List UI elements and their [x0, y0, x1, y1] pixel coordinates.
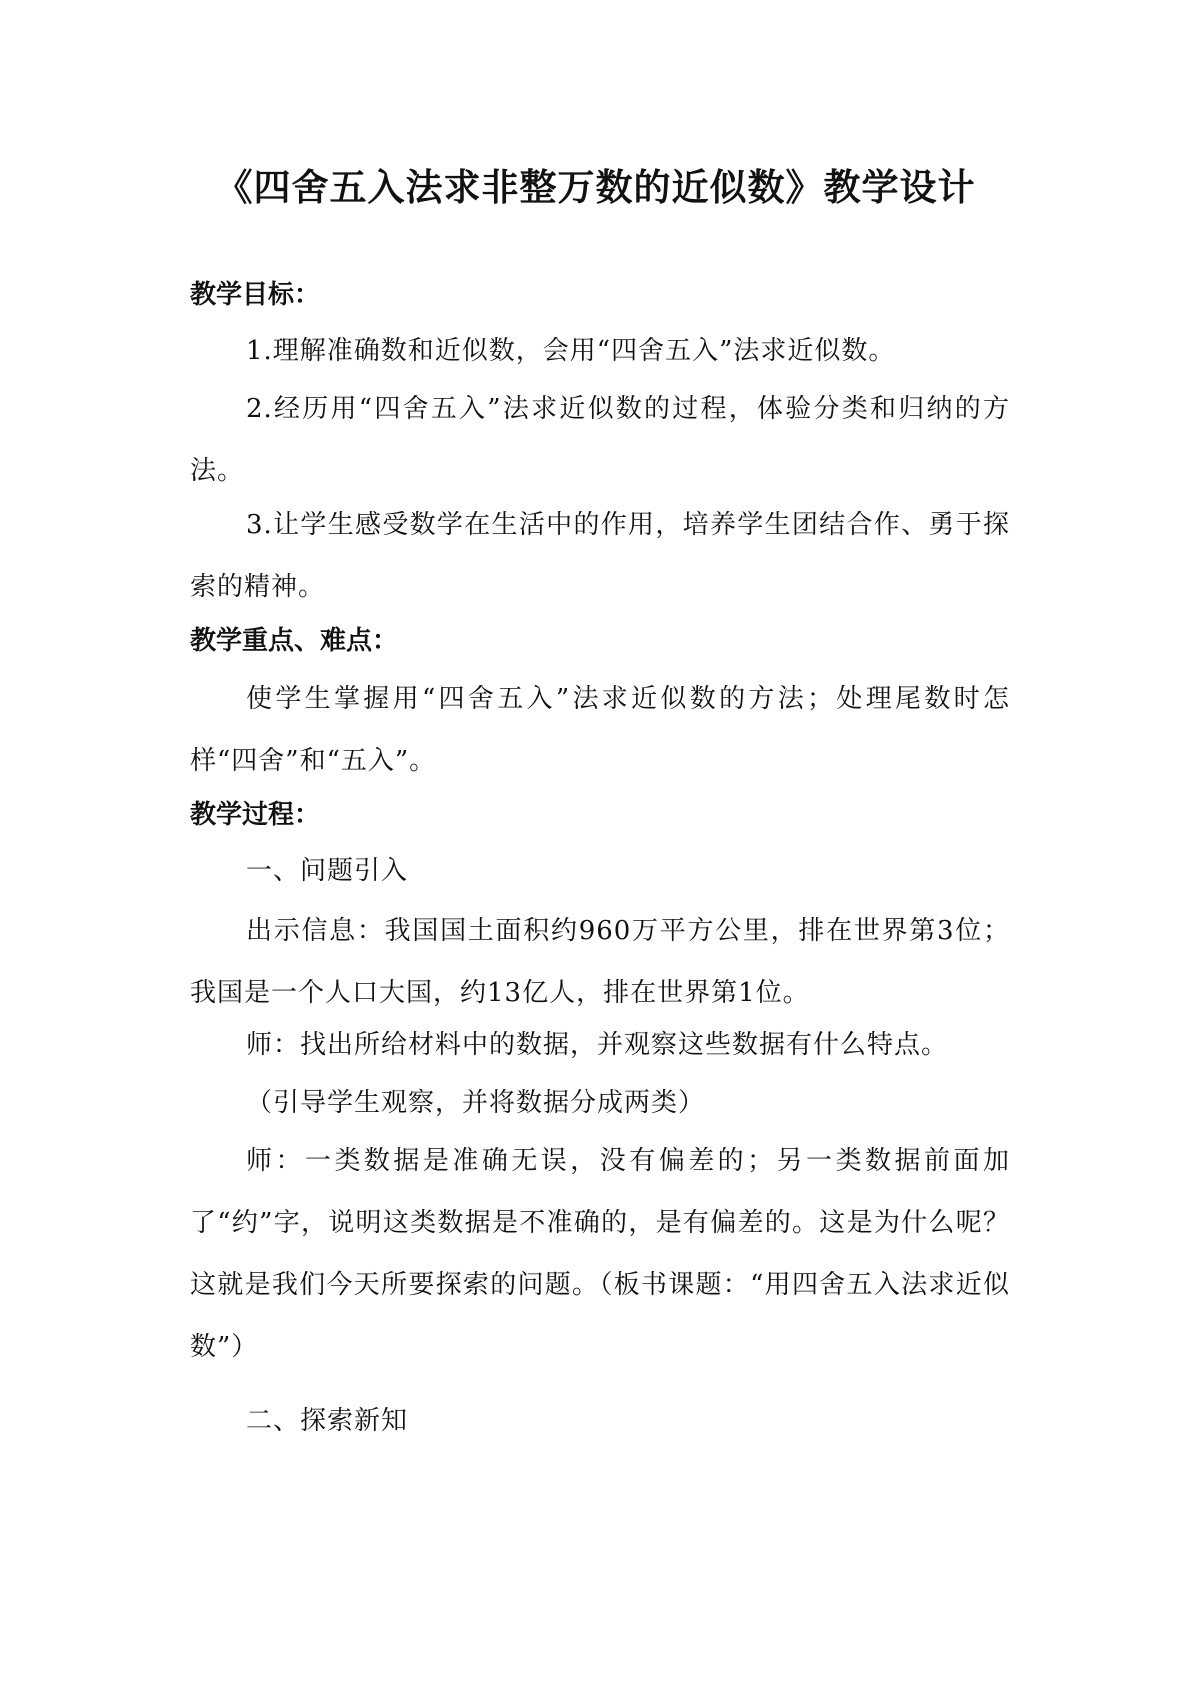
section-2-heading: 二、探索新知 — [246, 1406, 409, 1436]
objectives-heading: 教学目标： — [190, 280, 321, 310]
key-points-text: 使学生掌握用“四舍五入”法求近似数的方法；处理尾数时怎样“四舍”和“五入”。 — [190, 684, 1010, 776]
key-points-heading: 教学重点、难点： — [190, 626, 399, 656]
teacher-question-1: 师：找出所给材料中的数据，并观察这些数据有什么特点。 — [246, 1030, 949, 1060]
objective-item-1: 1.理解准确数和近似数，会用“四舍五入”法求近似数。 — [246, 336, 896, 366]
guide-note: （引导学生观察，并将数据分成两类） — [246, 1088, 706, 1118]
teacher-explanation: 师：一类数据是准确无误，没有偏差的；另一类数据前面加了“约”字，说明这类数据是不准确的，是有偏差的。这是为什么呢？这就是我们今天所要探索的问题。（板书课题：“用四舍五入法求近似数”） — [190, 1146, 1010, 1362]
process-heading: 教学过程： — [190, 800, 321, 830]
document-title: 《四舍五入法求非整万数的近似数》教学设计 — [215, 165, 976, 209]
objective-item-3: 3.让学生感受数学在生活中的作用，培养学生团结合作、勇于探索的精神。 — [190, 510, 1010, 602]
objective-item-2: 2.经历用“四舍五入”法求近似数的过程，体验分类和归纳的方法。 — [190, 394, 1010, 486]
section-1-heading: 一、问题引入 — [246, 856, 409, 886]
info-paragraph: 出示信息：我国国土面积约960万平方公里，排在世界第3位；我国是一个人口大国，约13亿人，排在世界第1位。 — [190, 916, 1010, 1008]
